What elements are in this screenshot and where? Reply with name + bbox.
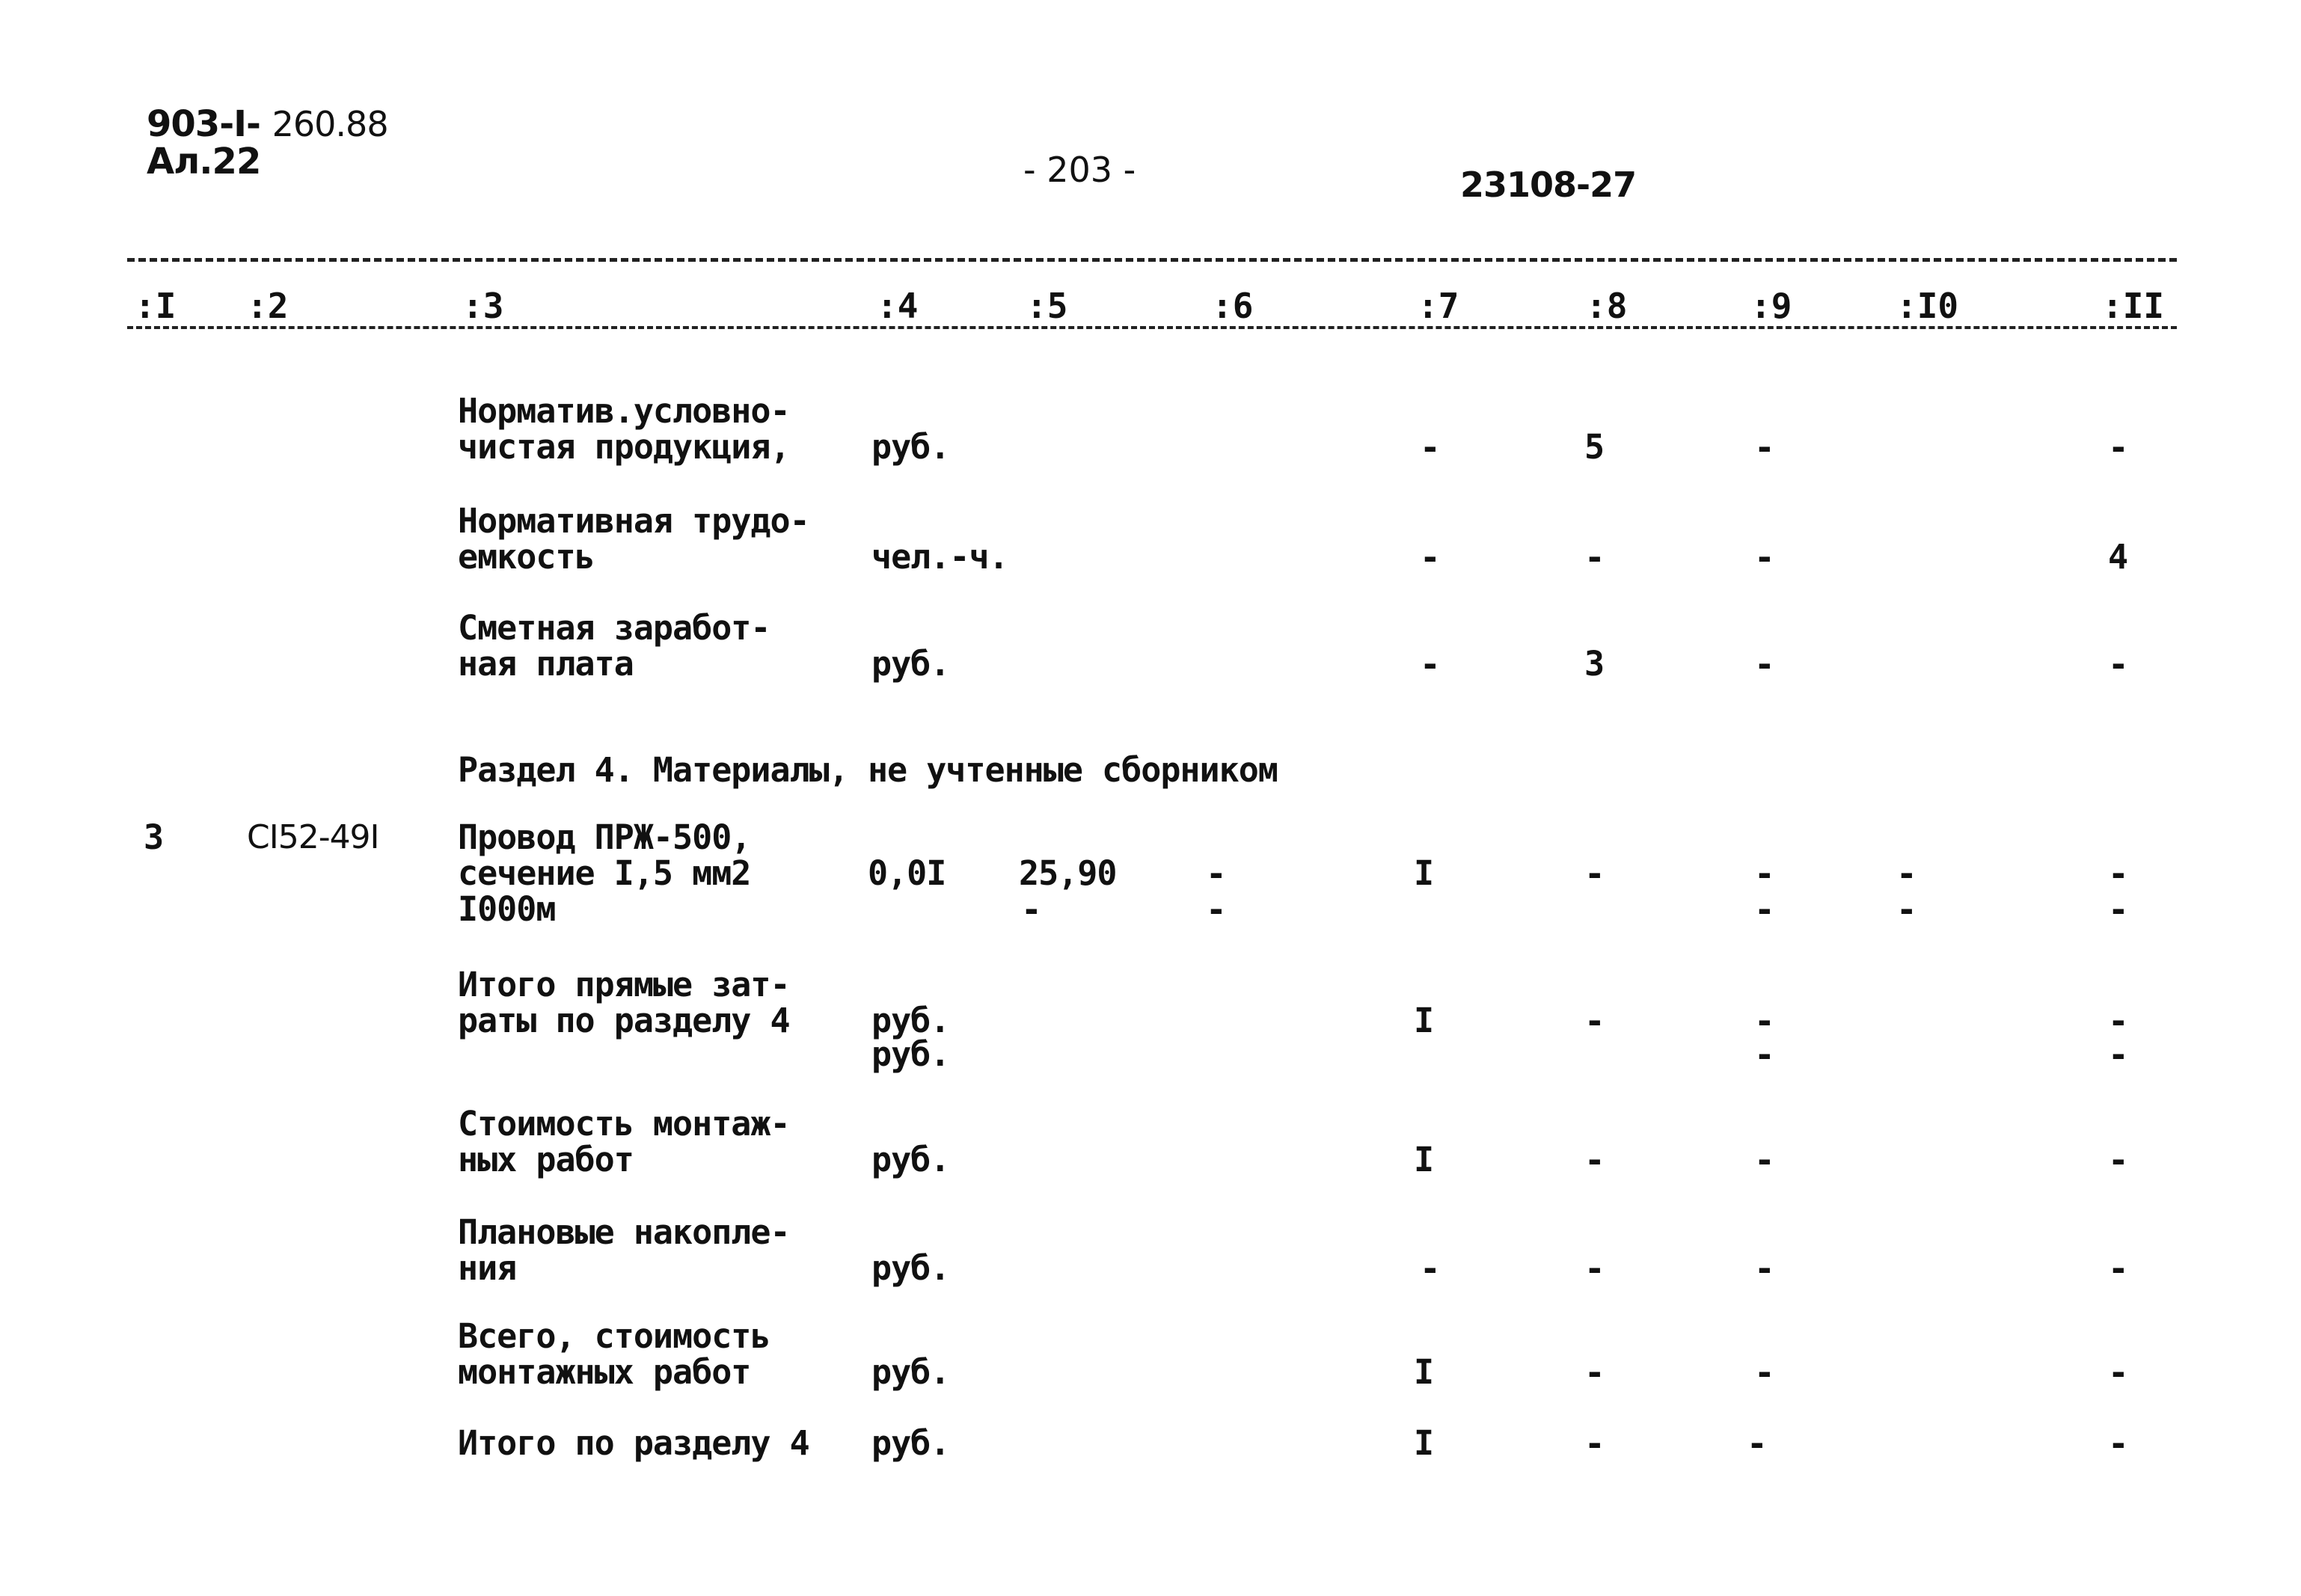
cell-c9: - xyxy=(1754,889,1775,930)
doc-code xyxy=(147,103,388,145)
cell-c8: 5 xyxy=(1584,427,1605,467)
unit: руб. xyxy=(871,1248,950,1288)
cell-c9: - xyxy=(1754,1001,1775,1041)
doc-code-prefix: 903-I- xyxy=(147,103,260,145)
doc-number: 260.88 xyxy=(272,104,388,144)
cell-c9: - xyxy=(1754,1140,1775,1180)
item-name: Всего, стоимость xyxy=(458,1316,770,1356)
item-name: Сметная заработ- xyxy=(458,608,770,648)
cell-c11: - xyxy=(2108,1423,2129,1464)
column-number: :5 xyxy=(1026,286,1068,326)
cell-c8: - xyxy=(1584,1001,1605,1041)
cell-c7: - xyxy=(1420,644,1441,684)
item-name: чистая продукция, xyxy=(458,427,790,467)
stamp-number: 23108-27 xyxy=(1460,165,1637,205)
cell-c7: - xyxy=(1420,1248,1441,1289)
item-name: Плановые накопле- xyxy=(458,1212,790,1252)
cell-c11: - xyxy=(2108,1352,2129,1393)
cell-c8: 3 xyxy=(1584,644,1605,684)
item-code: CI52-49I xyxy=(247,818,379,856)
cell-c8: - xyxy=(1584,537,1605,577)
cell-c9: - xyxy=(1754,427,1775,467)
cell-c11: - xyxy=(2108,1034,2129,1075)
item-name: Нормативная трудо- xyxy=(458,501,809,541)
unit: руб. xyxy=(871,1034,950,1074)
cell-c4: 0,0I xyxy=(868,853,946,893)
column-number: :3 xyxy=(462,286,504,326)
column-number: :II xyxy=(2102,286,2165,326)
cell-c9: - xyxy=(1754,644,1775,684)
cell-c8: - xyxy=(1584,1248,1605,1289)
header-rule-top xyxy=(127,258,2177,262)
cell-c7: I xyxy=(1414,1001,1434,1040)
item-number: 3 xyxy=(144,817,164,857)
sheet-label: Ал.22 xyxy=(147,141,261,182)
unit: руб. xyxy=(871,1001,950,1040)
cell-c10: - xyxy=(1896,889,1917,930)
item-name: ных работ xyxy=(458,1140,634,1179)
header-rule-bottom xyxy=(127,326,2177,329)
cell-c7: I xyxy=(1414,853,1434,893)
section-heading: Раздел 4. Материалы, не учтенные сборником xyxy=(458,750,1278,790)
column-number: :I xyxy=(135,286,177,326)
cell-c6: - xyxy=(1206,853,1227,894)
item-name: емкость xyxy=(458,537,595,577)
item-name: сечение I,5 мм2 xyxy=(458,853,751,893)
column-number: :7 xyxy=(1418,286,1459,326)
unit: руб. xyxy=(871,1423,950,1463)
unit: руб. xyxy=(871,427,950,467)
item-name: Итого прямые зат- xyxy=(458,965,790,1004)
cell-c11: - xyxy=(2108,427,2129,467)
cell-c9: - xyxy=(1754,537,1775,577)
cell-c11: - xyxy=(2108,644,2129,684)
item-name: ния xyxy=(458,1248,517,1288)
unit: чел.-ч. xyxy=(871,537,1008,577)
unit: руб. xyxy=(871,644,950,684)
cell-c8: - xyxy=(1584,1352,1605,1393)
cell-c11: - xyxy=(2108,853,2129,894)
cell-c7: - xyxy=(1420,537,1441,577)
cell-c9: - xyxy=(1754,853,1775,894)
item-name: Провод ПРЖ-500, xyxy=(458,817,751,857)
cell-c9: - xyxy=(1747,1423,1768,1464)
page-number: - 203 - xyxy=(1023,150,1136,190)
cell-c10: - xyxy=(1896,853,1917,894)
item-name: Стоимость монтаж- xyxy=(458,1104,790,1144)
cell-c7: I xyxy=(1414,1352,1434,1392)
item-name: ная плата xyxy=(458,644,634,684)
cell-c11: - xyxy=(2108,1140,2129,1180)
cell-c11: - xyxy=(2108,1001,2129,1041)
item-name: монтажных работ xyxy=(458,1352,751,1392)
unit: руб. xyxy=(871,1352,950,1392)
column-number: :8 xyxy=(1586,286,1628,326)
item-name: I000м xyxy=(458,889,556,929)
item-name: раты по разделу 4 xyxy=(458,1001,790,1040)
column-number: :4 xyxy=(877,286,919,326)
cell-c5: 25,90 xyxy=(1019,853,1117,893)
unit: руб. xyxy=(871,1140,950,1179)
cell-c11: - xyxy=(2108,1248,2129,1289)
cell-c6: - xyxy=(1206,889,1227,930)
cell-c9: - xyxy=(1754,1352,1775,1393)
cell-c9: - xyxy=(1754,1034,1775,1075)
cell-c5: - xyxy=(1021,889,1042,930)
cell-c11: - xyxy=(2108,889,2129,930)
cell-c11: 4 xyxy=(2108,537,2128,577)
cell-c7: - xyxy=(1420,427,1441,467)
cell-c8: - xyxy=(1584,1423,1605,1464)
column-number: :2 xyxy=(247,286,289,326)
column-number: :9 xyxy=(1750,286,1792,326)
item-name: Норматив.условно- xyxy=(458,391,790,431)
cell-c9: - xyxy=(1754,1248,1775,1289)
cell-c7: I xyxy=(1414,1423,1434,1463)
cell-c7: I xyxy=(1414,1140,1434,1179)
cell-c8: - xyxy=(1584,853,1605,894)
column-number: :I0 xyxy=(1896,286,1959,326)
cell-c8: - xyxy=(1584,1140,1605,1180)
item-name: Итого по разделу 4 xyxy=(458,1423,809,1463)
column-number: :6 xyxy=(1212,286,1254,326)
